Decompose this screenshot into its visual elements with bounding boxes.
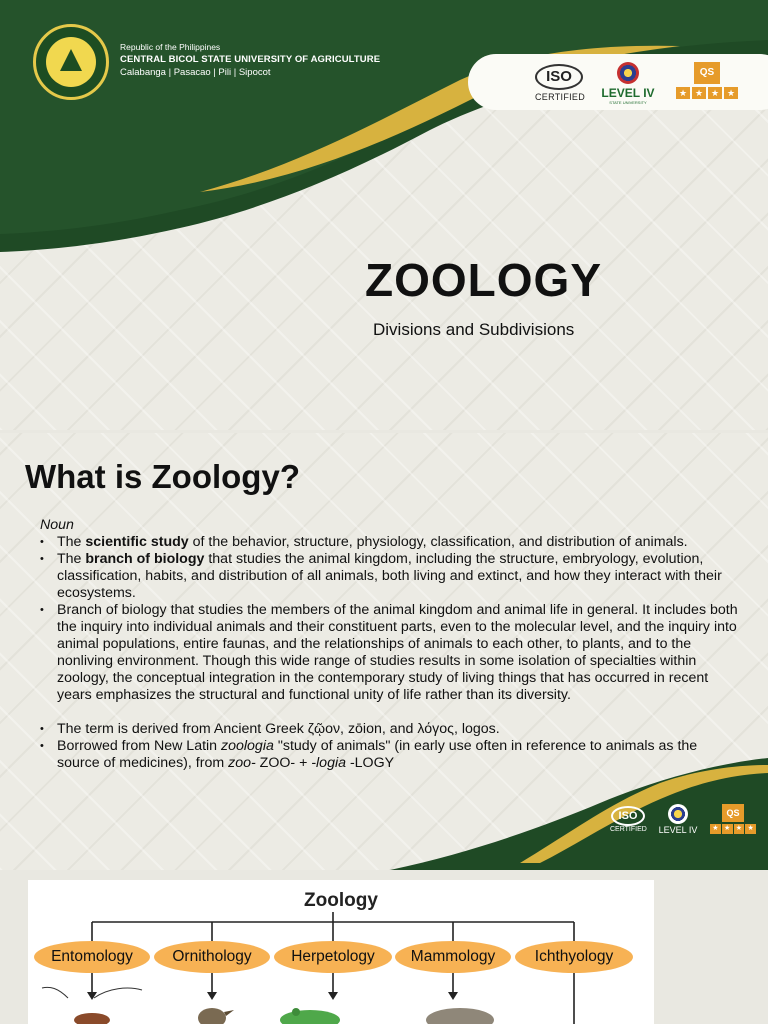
qs-label: QS: [694, 62, 720, 84]
text-fragment: of the behavior, structure, physiology, classification, and distribution of animals.: [188, 534, 688, 550]
level-label: LEVEL IV: [658, 825, 698, 835]
bold-term: branch of biology: [85, 551, 205, 567]
iso-label: ISO: [535, 64, 583, 90]
slide-title: ZOOLOGY: [365, 254, 602, 306]
title-slide: [0, 0, 768, 430]
star-icon: ★: [710, 824, 721, 834]
definition-list: [40, 534, 740, 704]
list-item: [40, 551, 740, 602]
text-fragment: ZOO- +: [255, 755, 312, 771]
text-fragment: The: [57, 551, 86, 567]
star-icon: ★: [692, 87, 706, 99]
star-icon: ★: [722, 824, 733, 834]
university-header: [120, 42, 380, 79]
diagram-slide: [28, 880, 654, 1024]
text-fragment: that studies the animal kingdom, including the structure, embryology, evolution, classification, habits, and distribution of all animals, both living and extinct, and how they interact with their ecosystems.: [57, 551, 722, 601]
list-item: [40, 534, 740, 551]
branch-herpetology: Herpetology: [274, 941, 392, 973]
campus-list: Calabanga | Pasacao | Pili | Sipocot: [120, 67, 271, 78]
italic-term: -logia: [311, 755, 346, 771]
iso-certified-icon: [535, 64, 586, 102]
footer-badges: [610, 804, 760, 844]
republic-text: Republic of the Philippines: [120, 42, 221, 52]
star-icon: ★: [734, 824, 745, 834]
qs-label: QS: [722, 804, 744, 822]
star-icon: ★: [676, 87, 690, 99]
definition-slide: [0, 433, 768, 870]
diagram-title: Zoology: [304, 890, 378, 911]
iso-sub-label: CERTIFIED: [535, 92, 586, 102]
iso-sub-label: CERTIFIED: [610, 826, 647, 833]
branch-entomology: Entomology: [34, 941, 150, 973]
slide-subtitle: Divisions and Subdivisions: [373, 320, 575, 339]
list-item: • The term is derived from Ancient Greek ζῷον, zōion, and λόγος, logos.: [40, 721, 740, 738]
text-fragment: Borrowed from New Latin: [57, 738, 222, 754]
list-item: • Branch of biology that studies the members of the animal kingdom and animal life in general. It includes both the inquiry into individual animals and their constituent parts, even to the molecular level, and the inquiry into animal populations, entire faunas, and the relationships of animals to each other, to plants, and to the nonliving environment. Though this wide range of studies results in some isolation of specialties within zoology, the conceptual integration in the contemporary study of living things that has occurred in recent years emphasizes the structural and functional unity of life rather than its diversity.: [40, 602, 740, 704]
level-label: LEVEL IV: [601, 86, 655, 100]
star-icon: ★: [724, 87, 738, 99]
animal-photos: [42, 987, 494, 1024]
text-fragment: "study of animals" (in early use often in reference to animals as the source of medicines), from: [57, 738, 698, 771]
university-seal-icon: [33, 24, 109, 100]
branch-ornithology: Ornithology: [154, 941, 270, 973]
iso-label: ISO: [611, 806, 645, 826]
definition-body: [40, 517, 740, 772]
star-icon: ★: [745, 824, 756, 834]
list-item: [40, 738, 740, 772]
star-icon: ★: [708, 87, 722, 99]
text-fragment: -LOGY: [346, 755, 395, 771]
university-name: CENTRAL BICOL STATE UNIVERSITY OF AGRICULTURE: [120, 54, 381, 65]
section-heading: What is Zoology?: [25, 458, 300, 495]
branch-mammology: Mammology: [395, 941, 511, 973]
level-iv-icon: [658, 804, 698, 835]
accreditation-badges: [468, 54, 768, 110]
branch-ichthyology: Ichthyology: [515, 941, 633, 973]
italic-term: zoologia: [221, 738, 274, 754]
level-emblem-icon: [668, 804, 688, 824]
part-of-speech: Noun: [40, 517, 74, 533]
bold-term: scientific study: [85, 534, 189, 550]
iso-certified-icon: [610, 806, 646, 833]
italic-term: zoo-: [228, 755, 256, 771]
etymology-list: [40, 721, 740, 772]
level-iv-icon: [598, 62, 658, 105]
level-sub-label: STATE UNIVERSITY: [609, 100, 647, 105]
header-banner: [0, 0, 768, 260]
level-emblem-icon: [617, 62, 639, 84]
text-fragment: The: [57, 534, 86, 550]
qs-stars-icon: [710, 804, 756, 834]
qs-stars-icon: [675, 62, 739, 99]
